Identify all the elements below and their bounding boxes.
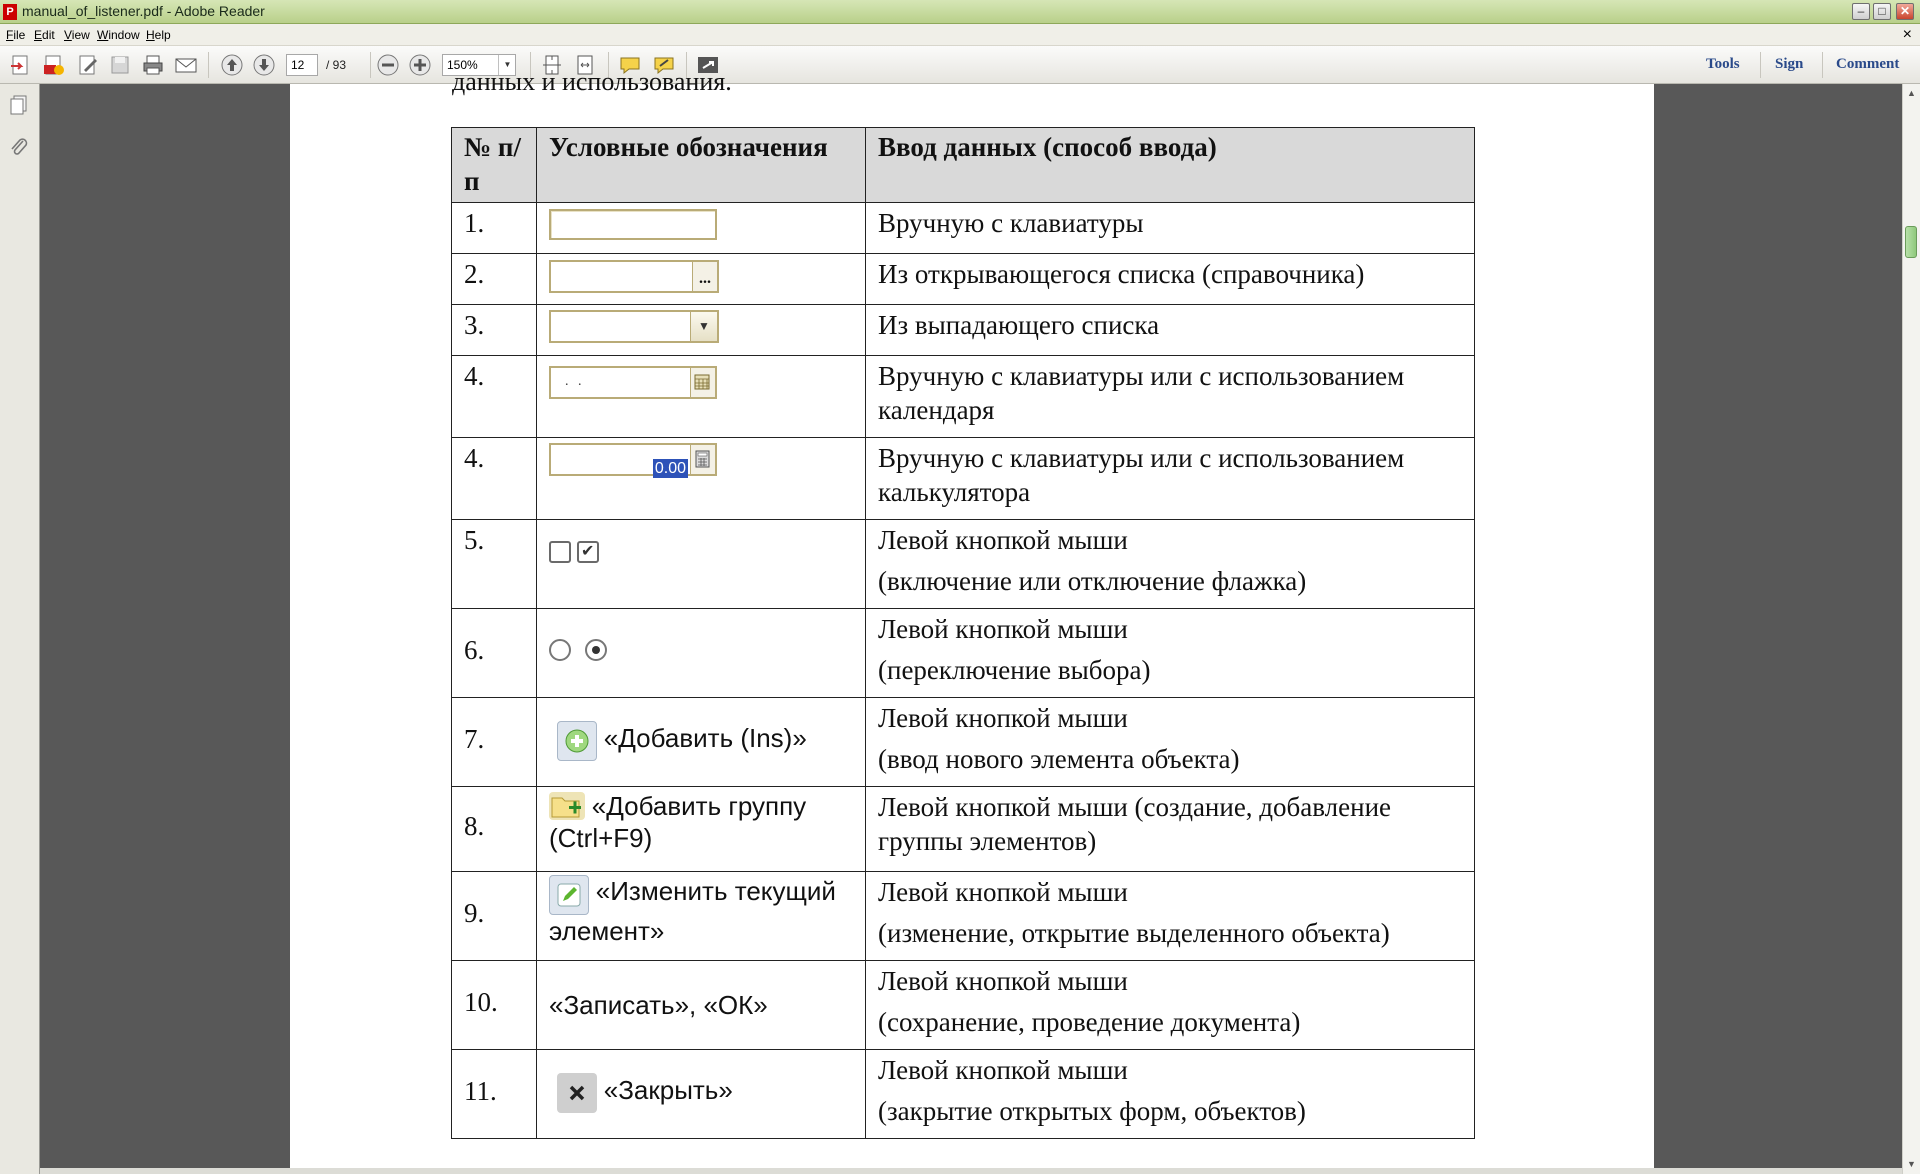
lookup-field-sample [549, 260, 719, 293]
method-line-1: Левой кнопкой мыши [878, 966, 1128, 996]
tools-pane-link[interactable]: Tools [1706, 56, 1740, 72]
table-row [452, 787, 1475, 872]
symbol-cell [537, 520, 866, 609]
row-number: 3. [452, 305, 537, 356]
sign-pane-link[interactable]: Sign [1775, 56, 1804, 72]
chevron-down-icon[interactable]: ▼ [498, 55, 516, 75]
row-number: 10. [452, 961, 537, 1050]
minimize-button[interactable]: – [1852, 3, 1870, 20]
print-icon[interactable] [141, 53, 165, 77]
method-cell [866, 698, 1475, 787]
window-title: manual_of_listener.pdf - Adobe Reader [22, 3, 265, 19]
scroll-up-icon[interactable]: ▲ [1907, 88, 1916, 98]
input-methods-table [451, 127, 1475, 1139]
method-cell: Вручную с клавиатуры или с использованием календаря [866, 356, 1475, 438]
toolbar-separator [208, 52, 209, 78]
method-cell [866, 961, 1475, 1050]
method-line-1: Левой кнопкой мыши [878, 525, 1128, 555]
symbol-cell [537, 438, 866, 520]
row-number: 9. [452, 872, 537, 961]
symbol-cell [537, 961, 866, 1050]
method-cell [866, 872, 1475, 961]
menu-help[interactable]: Help [146, 28, 171, 42]
date-field-sample [549, 366, 717, 399]
comment-pane-link[interactable]: Comment [1836, 56, 1900, 72]
method-line-1: Левой кнопкой мыши [878, 703, 1128, 733]
calculator-field-sample [549, 443, 717, 476]
row-number: 8. [452, 787, 537, 872]
header-number: № п/п [452, 128, 537, 203]
row-number: 6. [452, 609, 537, 698]
table-row [452, 438, 1475, 520]
method-cell: Из открывающегося списка (справочника) [866, 254, 1475, 305]
table-row [452, 1050, 1475, 1139]
row-number: 2. [452, 254, 537, 305]
close-button[interactable]: ✕ [1896, 3, 1914, 20]
row-number: 7. [452, 698, 537, 787]
method-cell: Левой кнопкой мыши (создание, добавление группы элементов) [866, 787, 1475, 872]
symbol-cell [537, 872, 866, 961]
toolbar-separator [370, 52, 371, 78]
next-page-icon[interactable] [252, 53, 276, 77]
table-row [452, 356, 1475, 438]
method-cell: Из выпадающего списка [866, 305, 1475, 356]
title-bar [0, 0, 1920, 24]
menu-bar [0, 24, 1920, 46]
method-line-2: (ввод нового элемента объекта) [878, 744, 1240, 774]
menu-window[interactable]: Window [97, 28, 140, 42]
method-line-2: (переключение выбора) [878, 655, 1151, 685]
symbol-cell [537, 787, 866, 872]
method-line-1: Левой кнопкой мыши [878, 1055, 1128, 1085]
pages-panel-icon[interactable] [8, 94, 30, 116]
toolbar-separator [1822, 52, 1823, 78]
table-row [452, 203, 1475, 254]
symbol-cell [537, 1050, 866, 1139]
symbol-label: «Закрыть» [603, 1075, 733, 1106]
header-symbol: Условные обозначения [537, 128, 866, 203]
page-number-input[interactable]: 12 [286, 54, 318, 76]
header-input-method: Ввод данных (способ ввода) [866, 128, 1475, 203]
ellipsis-icon: ... [692, 262, 717, 291]
symbol-cell [537, 305, 866, 356]
dropdown-field-sample [549, 310, 719, 343]
chevron-down-icon: ▼ [690, 312, 717, 341]
calculator-icon [690, 445, 715, 474]
radio-unselected-icon [549, 639, 571, 661]
symbol-cell [537, 254, 866, 305]
toolbar [0, 46, 1920, 84]
pdf-icon: P [3, 4, 17, 20]
symbol-cell [537, 356, 866, 438]
table-row [452, 305, 1475, 356]
maximize-button[interactable]: □ [1873, 3, 1891, 20]
symbol-label: «Изменить текущий элемент» [549, 876, 836, 946]
pdf-page [290, 67, 1654, 1174]
vertical-scrollbar[interactable] [1902, 84, 1920, 1174]
method-cell: Вручную с клавиатуры [866, 203, 1475, 254]
open-icon[interactable] [9, 53, 33, 77]
method-line-2: (включение или отключение флажка) [878, 566, 1307, 596]
create-pdf-icon[interactable] [42, 53, 66, 77]
method-cell [866, 520, 1475, 609]
table-row [452, 520, 1475, 609]
date-mask: . . [565, 374, 585, 389]
row-number: 11. [452, 1050, 537, 1139]
text-field-sample [549, 209, 717, 240]
attachments-icon[interactable] [8, 136, 30, 158]
symbol-cell [537, 698, 866, 787]
edit-pdf-icon[interactable] [76, 53, 100, 77]
previous-page-icon[interactable] [220, 53, 244, 77]
checkbox-unchecked-icon [549, 541, 571, 563]
table-row [452, 961, 1475, 1050]
symbol-label: «Добавить (Ins)» [603, 723, 807, 754]
page-total: / 93 [326, 58, 347, 72]
row-number: 4. [452, 438, 537, 520]
close-icon [557, 1073, 597, 1113]
table-row [452, 698, 1475, 787]
zoom-in-icon[interactable] [408, 53, 432, 77]
horizontal-scrollbar[interactable] [40, 1168, 1902, 1174]
edit-icon [549, 875, 589, 915]
method-line-2: (сохранение, проведение документа) [878, 1007, 1301, 1037]
method-line-1: Левой кнопкой мыши [878, 877, 1128, 907]
symbol-label: «Добавить группу (Ctrl+F9) [549, 791, 807, 853]
radio-selected-icon [585, 639, 607, 661]
scroll-down-icon[interactable]: ▼ [1907, 1159, 1916, 1169]
table-row [452, 872, 1475, 961]
table-row [452, 254, 1475, 305]
table-row [452, 609, 1475, 698]
add-icon [557, 721, 597, 761]
method-line-2: (закрытие открытых форм, объектов) [878, 1096, 1306, 1126]
email-icon[interactable] [174, 53, 198, 77]
symbol-cell [537, 609, 866, 698]
row-number: 5. [452, 520, 537, 609]
zoom-out-icon[interactable] [376, 53, 400, 77]
menu-view[interactable]: View [64, 28, 90, 42]
scrollbar-thumb[interactable] [1905, 226, 1917, 258]
page-text-fragment: данных и использования. [452, 67, 732, 96]
checkbox-checked-icon [577, 541, 599, 563]
save-icon[interactable] [108, 53, 132, 77]
navigation-panel [0, 84, 40, 1174]
document-close-button[interactable]: × [1902, 26, 1912, 43]
method-cell [866, 609, 1475, 698]
zoom-level-select[interactable]: 150% [442, 54, 516, 76]
menu-file[interactable]: File [6, 28, 26, 42]
calc-value: 0.00 [654, 460, 686, 477]
method-cell: Вручную с клавиатуры или с использованием калькулятора [866, 438, 1475, 520]
row-number: 1. [452, 203, 537, 254]
row-number: 4. [452, 356, 537, 438]
method-line-2: (изменение, открытие выделенного объекта) [878, 918, 1390, 948]
table-header-row [452, 128, 1475, 203]
calendar-icon [690, 368, 715, 397]
method-cell [866, 1050, 1475, 1139]
symbol-label: «Записать», «ОК» [549, 990, 768, 1020]
symbol-cell [537, 203, 866, 254]
menu-edit[interactable]: Edit [34, 28, 55, 42]
add-group-icon [549, 792, 585, 820]
toolbar-separator [1760, 52, 1761, 78]
method-line-1: Левой кнопкой мыши [878, 614, 1128, 644]
